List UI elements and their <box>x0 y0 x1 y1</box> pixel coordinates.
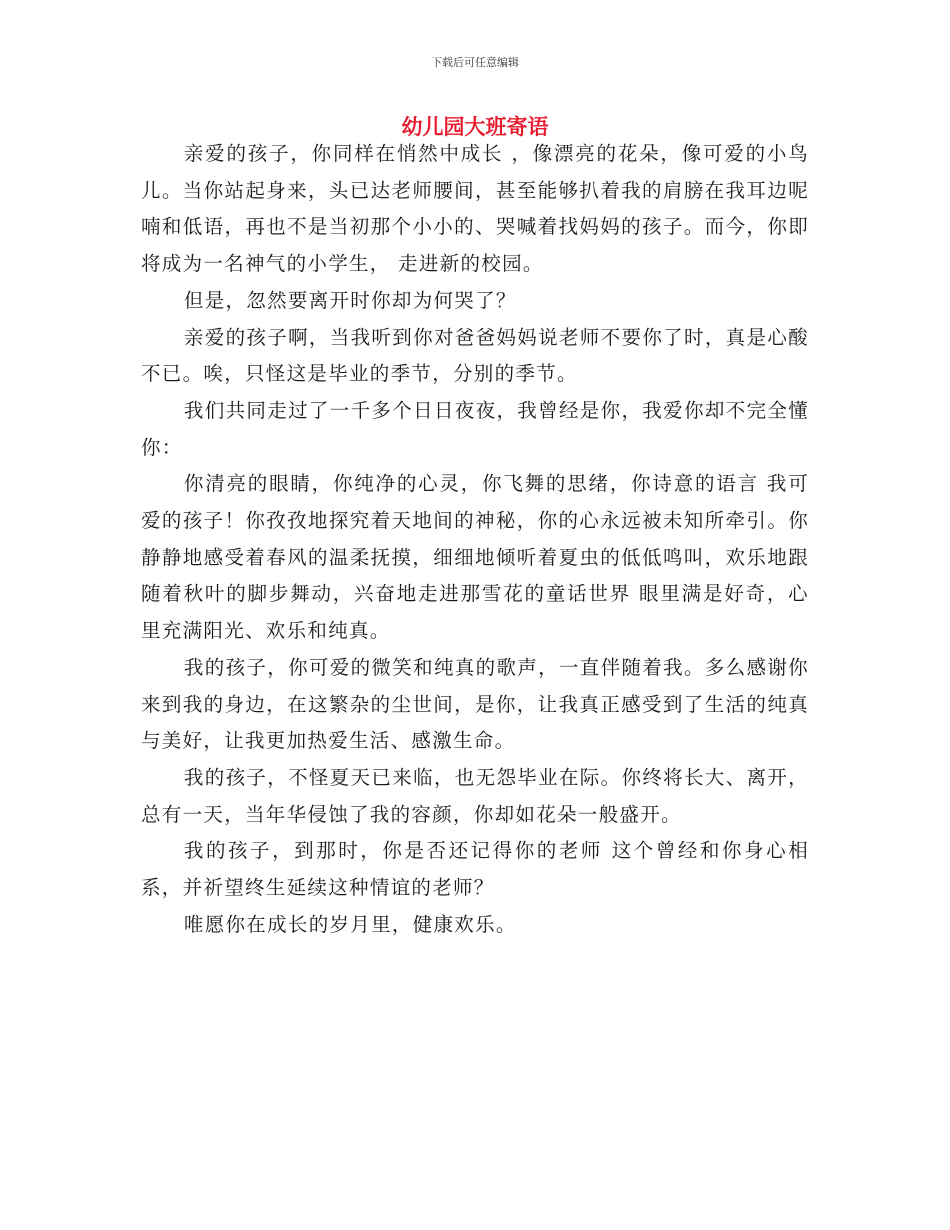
paragraph-8: 我的孩子，到那时，你是否还记得你的老师 这个曾经和你身心相系，并祈望终生延续这种情谊的老师？ <box>141 839 809 900</box>
paragraph-7: 我的孩子，不怪夏天已来临，也无怨毕业在际。你终将长大、离开，总有一天，当年华侵蚀了我的容颜，你却如花朵一般盛开。 <box>141 765 809 826</box>
document-title: 幼儿园大班寄语 <box>401 115 549 139</box>
document-body <box>141 136 809 943</box>
paragraph-2: 但是，忽然要离开时你却为何哭了？ <box>183 288 517 312</box>
paragraph-3: 亲爱的孩子啊，当我听到你对爸爸妈妈说老师不要你了时，真是心酸不已。唉，只怪这是毕业的季节，分别的季节。 <box>141 325 809 386</box>
header-note: 下载后可任意编辑 <box>431 56 519 69</box>
paragraph-5: 你清亮的眼睛，你纯净的心灵，你飞舞的思绪，你诗意的语言 我可爱的孩子！你孜孜地探究着天地间的神秘，你的心永远被未知所牵引。你静静地感受着春风的温柔抚摸，细细地倾听着夏虫的低低鸣叫，欢乐地跟随着秋叶的脚步舞动，兴奋地走进那雪花的童话世界 眼里满是好奇，心里充满阳光、欢乐和纯真。 <box>141 472 809 643</box>
paragraph-4: 我们共同走过了一千多个日日夜夜，我曾经是你，我爱你却不完全懂你： <box>141 398 809 459</box>
paragraph-9: 唯愿你在成长的岁月里，健康欢乐。 <box>183 912 517 936</box>
paragraph-1: 亲爱的孩子，你同样在悄然中成长 ，像漂亮的花朵，像可爱的小鸟儿。当你站起身来，头已达老师腰间，甚至能够扒着我的肩膀在我耳边呢喃和低语，再也不是当初那个小小的、哭喊着找妈妈的孩子。而今，你即将成为一名神气的小学生， 走进新的校园。 <box>141 142 809 276</box>
paragraph-6: 我的孩子，你可爱的微笑和纯真的歌声，一直伴随着我。多么感谢你来到我的身边，在这繁杂的尘世间，是你，让我真正感受到了生活的纯真与美好，让我更加热爱生活、感激生命。 <box>141 655 809 753</box>
